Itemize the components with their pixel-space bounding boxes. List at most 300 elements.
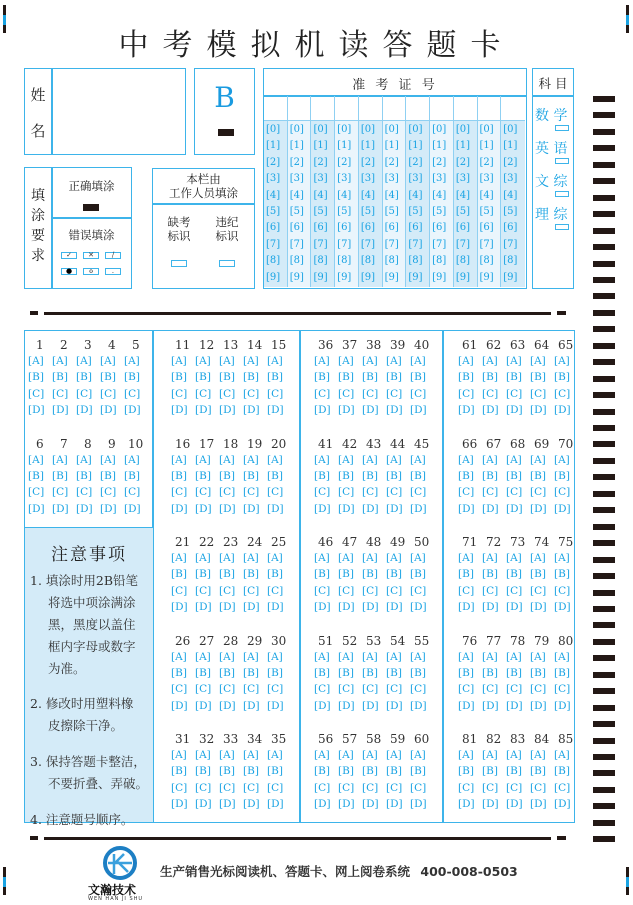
exam-id-bubble[interactable]: [0] <box>408 124 423 135</box>
answer-bubble[interactable]: [B] <box>100 371 116 384</box>
answer-bubble[interactable]: [D] <box>530 404 547 417</box>
exam-id-bubble[interactable]: [0] <box>455 124 470 135</box>
answer-bubble[interactable]: [B] <box>338 666 354 679</box>
exam-id-bubble[interactable]: [6] <box>455 222 470 234</box>
answer-bubble[interactable]: [C] <box>362 486 379 499</box>
answer-bubble[interactable]: [C] <box>410 387 427 400</box>
answer-bubble[interactable]: [B] <box>410 666 426 679</box>
answer-bubble[interactable]: [D] <box>386 601 403 614</box>
exam-id-bubble[interactable]: [9] <box>503 271 518 283</box>
answer-bubble[interactable]: [B] <box>171 765 187 778</box>
answer-bubble[interactable]: [D] <box>267 699 284 712</box>
answer-bubble[interactable]: [D] <box>243 404 260 417</box>
answer-bubble[interactable]: [B] <box>458 666 474 679</box>
answer-bubble[interactable]: [D] <box>267 502 284 515</box>
answer-bubble[interactable]: [B] <box>52 469 68 482</box>
exam-id-digit-input[interactable] <box>501 96 525 121</box>
answer-bubble[interactable]: [D] <box>410 601 427 614</box>
answer-bubble[interactable]: [B] <box>554 765 570 778</box>
answer-bubble[interactable]: [A] <box>410 749 426 761</box>
exam-id-bubble[interactable]: [1] <box>384 140 399 152</box>
answer-bubble[interactable]: [C] <box>362 781 379 794</box>
answer-bubble[interactable]: [A] <box>362 355 378 367</box>
exam-id-bubble[interactable]: [5] <box>360 206 376 217</box>
answer-bubble[interactable]: [A] <box>554 650 570 663</box>
answer-bubble[interactable]: [C] <box>386 683 403 696</box>
exam-id-bubble[interactable]: [6] <box>384 222 399 234</box>
exam-id-bubble[interactable]: [5] <box>384 206 399 217</box>
answer-bubble[interactable]: [A] <box>530 355 546 367</box>
exam-id-bubble[interactable]: [7] <box>337 238 352 250</box>
answer-bubble[interactable]: [B] <box>386 371 402 384</box>
exam-id-bubble[interactable]: [1] <box>503 140 518 152</box>
answer-bubble[interactable]: [C] <box>362 387 379 400</box>
exam-id-bubble[interactable]: [2] <box>360 156 376 168</box>
answer-bubble[interactable]: [C] <box>410 584 427 597</box>
exam-id-bubble[interactable]: [0] <box>313 124 328 135</box>
answer-bubble[interactable]: [A] <box>267 453 283 466</box>
exam-id-digit-input[interactable] <box>406 96 429 121</box>
answer-bubble[interactable]: [A] <box>482 650 498 663</box>
answer-bubble[interactable]: [A] <box>314 355 330 367</box>
answer-bubble[interactable]: [C] <box>171 387 188 400</box>
answer-bubble[interactable]: [D] <box>28 404 45 417</box>
answer-bubble[interactable]: [C] <box>243 387 260 400</box>
exam-id-bubble[interactable]: [6] <box>479 222 494 234</box>
exam-id-bubble[interactable]: [3] <box>432 173 447 185</box>
exam-id-bubble[interactable]: [9] <box>455 271 470 283</box>
answer-bubble[interactable]: [D] <box>410 699 427 712</box>
subject-bubble[interactable] <box>555 224 569 230</box>
answer-bubble[interactable]: [C] <box>171 584 188 597</box>
answer-bubble[interactable]: [A] <box>171 453 187 466</box>
answer-bubble[interactable]: [D] <box>362 601 379 614</box>
answer-bubble[interactable]: [A] <box>338 749 354 761</box>
answer-bubble[interactable]: [D] <box>171 798 188 811</box>
answer-bubble[interactable]: [D] <box>482 404 499 417</box>
answer-bubble[interactable]: [D] <box>506 404 523 417</box>
exam-id-bubble[interactable]: [5] <box>408 206 423 217</box>
exam-id-bubble[interactable]: [4] <box>384 189 399 201</box>
answer-bubble[interactable]: [B] <box>530 765 546 778</box>
exam-id-bubble[interactable]: [6] <box>289 222 304 234</box>
answer-bubble[interactable]: [B] <box>267 765 283 778</box>
answer-bubble[interactable]: [A] <box>219 355 235 367</box>
exam-id-bubble[interactable]: [3] <box>479 173 494 185</box>
answer-bubble[interactable]: [D] <box>243 699 260 712</box>
answer-bubble[interactable]: [A] <box>410 552 426 564</box>
answer-bubble[interactable]: [D] <box>410 502 427 515</box>
answer-bubble[interactable]: [C] <box>386 387 403 400</box>
answer-bubble[interactable]: [A] <box>554 453 570 466</box>
exam-id-bubble[interactable]: [6] <box>266 222 281 234</box>
answer-bubble[interactable]: [C] <box>314 781 331 794</box>
exam-id-bubble[interactable]: [8] <box>503 255 518 267</box>
answer-bubble[interactable]: [C] <box>52 486 69 499</box>
answer-bubble[interactable]: [D] <box>410 404 427 417</box>
answer-bubble[interactable]: [C] <box>219 781 236 794</box>
exam-id-digit-input[interactable] <box>311 96 334 121</box>
exam-id-bubble[interactable]: [8] <box>266 255 281 267</box>
exam-id-bubble[interactable]: [4] <box>289 189 304 201</box>
exam-id-bubble[interactable]: [5] <box>289 206 304 217</box>
answer-bubble[interactable]: [B] <box>362 666 378 679</box>
exam-id-bubble[interactable]: [4] <box>455 189 470 201</box>
answer-bubble[interactable]: [A] <box>76 355 92 367</box>
answer-bubble[interactable]: [A] <box>482 552 498 564</box>
answer-bubble[interactable]: [D] <box>506 798 523 811</box>
exam-id-bubble[interactable]: [7] <box>479 238 494 250</box>
answer-bubble[interactable]: [A] <box>386 650 402 663</box>
answer-bubble[interactable]: [C] <box>530 781 547 794</box>
answer-bubble[interactable]: [C] <box>76 486 93 499</box>
answer-bubble[interactable]: [A] <box>243 650 259 663</box>
answer-bubble[interactable]: [D] <box>52 502 69 515</box>
exam-id-bubble[interactable]: [9] <box>384 271 399 283</box>
answer-bubble[interactable]: [D] <box>338 699 355 712</box>
answer-bubble[interactable]: [A] <box>458 552 474 564</box>
exam-id-bubble[interactable]: [8] <box>479 255 494 267</box>
answer-bubble[interactable]: [B] <box>267 666 283 679</box>
paper-type-bubble[interactable] <box>218 129 234 136</box>
answer-bubble[interactable]: [D] <box>554 404 571 417</box>
exam-id-bubble[interactable]: [2] <box>503 156 518 168</box>
answer-bubble[interactable]: [A] <box>530 453 546 466</box>
answer-bubble[interactable]: [D] <box>506 601 523 614</box>
answer-bubble[interactable]: [C] <box>171 781 188 794</box>
answer-bubble[interactable]: [D] <box>171 699 188 712</box>
exam-id-bubble[interactable]: [7] <box>266 238 281 250</box>
answer-bubble[interactable]: [A] <box>482 453 498 466</box>
answer-bubble[interactable]: [C] <box>506 683 523 696</box>
answer-bubble[interactable]: [C] <box>386 781 403 794</box>
exam-id-bubble[interactable]: [2] <box>432 156 447 168</box>
answer-bubble[interactable]: [B] <box>195 568 211 581</box>
exam-id-bubble[interactable]: [0] <box>360 124 376 135</box>
answer-bubble[interactable]: [A] <box>267 749 283 761</box>
exam-id-bubble[interactable]: [0] <box>337 124 352 135</box>
answer-bubble[interactable]: [B] <box>506 765 522 778</box>
exam-id-bubble[interactable]: [4] <box>432 189 447 201</box>
answer-bubble[interactable]: [A] <box>482 749 498 761</box>
answer-bubble[interactable]: [D] <box>530 502 547 515</box>
answer-bubble[interactable]: [A] <box>314 453 330 466</box>
answer-bubble[interactable]: [B] <box>506 666 522 679</box>
answer-bubble[interactable]: [D] <box>362 404 379 417</box>
answer-bubble[interactable]: [A] <box>28 355 44 367</box>
answer-bubble[interactable]: [A] <box>386 552 402 564</box>
answer-bubble[interactable]: [C] <box>76 387 93 400</box>
answer-bubble[interactable]: [C] <box>243 683 260 696</box>
answer-bubble[interactable]: [D] <box>386 404 403 417</box>
answer-bubble[interactable]: [C] <box>338 486 355 499</box>
answer-bubble[interactable]: [B] <box>314 371 330 384</box>
answer-bubble[interactable]: [D] <box>338 404 355 417</box>
answer-bubble[interactable]: [A] <box>171 355 187 367</box>
answer-bubble[interactable]: [A] <box>362 453 378 466</box>
answer-bubble[interactable]: [C] <box>362 683 379 696</box>
answer-bubble[interactable]: [A] <box>362 552 378 564</box>
answer-bubble[interactable]: [A] <box>530 552 546 564</box>
answer-bubble[interactable]: [C] <box>243 486 260 499</box>
answer-bubble[interactable]: [B] <box>195 765 211 778</box>
answer-bubble[interactable]: [A] <box>195 355 211 367</box>
answer-bubble[interactable]: [C] <box>28 387 45 400</box>
answer-bubble[interactable]: [B] <box>219 568 235 581</box>
answer-bubble[interactable]: [A] <box>458 650 474 663</box>
exam-id-bubble[interactable]: [4] <box>313 189 328 201</box>
exam-id-bubble[interactable]: [9] <box>266 271 281 283</box>
answer-bubble[interactable]: [D] <box>458 404 475 417</box>
answer-bubble[interactable]: [D] <box>554 798 571 811</box>
answer-bubble[interactable]: [D] <box>195 798 212 811</box>
exam-id-bubble[interactable]: [8] <box>313 255 328 267</box>
answer-bubble[interactable]: [D] <box>506 699 523 712</box>
answer-bubble[interactable]: [D] <box>338 798 355 811</box>
answer-bubble[interactable]: [D] <box>530 601 547 614</box>
exam-id-bubble[interactable]: [9] <box>337 271 352 283</box>
exam-id-bubble[interactable]: [1] <box>408 140 423 152</box>
answer-bubble[interactable]: [A] <box>410 355 426 367</box>
answer-bubble[interactable]: [A] <box>338 453 354 466</box>
answer-bubble[interactable]: [D] <box>76 404 93 417</box>
exam-id-bubble[interactable]: [8] <box>360 255 376 267</box>
answer-bubble[interactable]: [C] <box>267 683 284 696</box>
answer-bubble[interactable]: [C] <box>338 387 355 400</box>
answer-bubble[interactable]: [B] <box>124 371 140 384</box>
answer-bubble[interactable]: [B] <box>52 371 68 384</box>
answer-bubble[interactable]: [D] <box>338 601 355 614</box>
answer-bubble[interactable]: [B] <box>482 469 498 482</box>
answer-bubble[interactable]: [B] <box>28 371 44 384</box>
answer-bubble[interactable]: [B] <box>171 568 187 581</box>
answer-bubble[interactable]: [A] <box>530 749 546 761</box>
answer-bubble[interactable]: [B] <box>386 469 402 482</box>
answer-bubble[interactable]: [B] <box>410 568 426 581</box>
answer-bubble[interactable]: [C] <box>219 584 236 597</box>
exam-id-digit-input[interactable] <box>383 96 406 121</box>
answer-bubble[interactable]: [D] <box>482 601 499 614</box>
answer-bubble[interactable]: [A] <box>243 453 259 466</box>
answer-bubble[interactable]: [A] <box>267 650 283 663</box>
exam-id-bubble[interactable]: [8] <box>455 255 470 267</box>
answer-bubble[interactable]: [A] <box>410 650 426 663</box>
answer-bubble[interactable]: [C] <box>28 486 45 499</box>
exam-id-bubble[interactable]: [7] <box>455 238 470 250</box>
subject-bubble[interactable] <box>555 191 569 197</box>
answer-bubble[interactable]: [C] <box>554 387 571 400</box>
answer-bubble[interactable]: [B] <box>410 371 426 384</box>
answer-bubble[interactable]: [C] <box>410 683 427 696</box>
answer-bubble[interactable]: [C] <box>100 387 117 400</box>
answer-bubble[interactable]: [B] <box>219 765 235 778</box>
exam-id-bubble[interactable]: [2] <box>266 156 281 168</box>
answer-bubble[interactable]: [A] <box>338 552 354 564</box>
answer-bubble[interactable]: [C] <box>195 683 212 696</box>
answer-bubble[interactable]: [A] <box>124 453 140 466</box>
answer-bubble[interactable]: [A] <box>100 453 116 466</box>
answer-bubble[interactable]: [D] <box>76 502 93 515</box>
answer-bubble[interactable]: [A] <box>386 749 402 761</box>
answer-bubble[interactable]: [C] <box>195 781 212 794</box>
answer-bubble[interactable]: [C] <box>338 781 355 794</box>
exam-id-bubble[interactable]: [5] <box>313 206 328 217</box>
answer-bubble[interactable]: [B] <box>530 568 546 581</box>
answer-bubble[interactable]: [C] <box>267 387 284 400</box>
exam-id-digit-input[interactable] <box>335 96 358 121</box>
answer-bubble[interactable]: [B] <box>362 371 378 384</box>
answer-bubble[interactable]: [D] <box>386 502 403 515</box>
answer-bubble[interactable]: [A] <box>76 453 92 466</box>
answer-bubble[interactable]: [D] <box>171 601 188 614</box>
answer-bubble[interactable]: [A] <box>267 552 283 564</box>
exam-id-bubble[interactable]: [5] <box>479 206 494 217</box>
exam-id-bubble[interactable]: [8] <box>384 255 399 267</box>
exam-id-bubble[interactable]: [7] <box>360 238 376 250</box>
exam-id-bubble[interactable]: [3] <box>289 173 304 185</box>
answer-bubble[interactable]: [B] <box>267 568 283 581</box>
answer-bubble[interactable]: [B] <box>554 371 570 384</box>
exam-id-bubble[interactable]: [7] <box>313 238 328 250</box>
answer-bubble[interactable]: [B] <box>362 469 378 482</box>
answer-bubble[interactable]: [D] <box>410 798 427 811</box>
exam-id-bubble[interactable]: [3] <box>455 173 470 185</box>
exam-id-bubble[interactable]: [3] <box>503 173 518 185</box>
exam-id-bubble[interactable]: [9] <box>408 271 423 283</box>
answer-bubble[interactable]: [A] <box>314 552 330 564</box>
exam-id-bubble[interactable]: [2] <box>313 156 328 168</box>
answer-bubble[interactable]: [A] <box>267 355 283 367</box>
answer-bubble[interactable]: [A] <box>124 355 140 367</box>
exam-id-bubble[interactable]: [3] <box>337 173 352 185</box>
exam-id-bubble[interactable]: [1] <box>313 140 328 152</box>
exam-id-bubble[interactable]: [9] <box>360 271 376 283</box>
answer-bubble[interactable]: [B] <box>482 765 498 778</box>
answer-bubble[interactable]: [A] <box>386 355 402 367</box>
answer-bubble[interactable]: [C] <box>314 387 331 400</box>
exam-id-bubble[interactable]: [1] <box>289 140 304 152</box>
answer-bubble[interactable]: [C] <box>267 486 284 499</box>
answer-bubble[interactable]: [C] <box>314 486 331 499</box>
exam-id-bubble[interactable]: [3] <box>266 173 281 185</box>
answer-bubble[interactable]: [C] <box>386 486 403 499</box>
answer-bubble[interactable]: [C] <box>410 486 427 499</box>
name-input[interactable] <box>53 69 185 154</box>
answer-bubble[interactable]: [D] <box>243 601 260 614</box>
answer-bubble[interactable]: [B] <box>338 469 354 482</box>
answer-bubble[interactable]: [D] <box>314 502 331 515</box>
answer-bubble[interactable]: [A] <box>100 355 116 367</box>
answer-bubble[interactable]: [A] <box>52 453 68 466</box>
answer-bubble[interactable]: [C] <box>458 683 475 696</box>
answer-bubble[interactable]: [C] <box>482 387 499 400</box>
answer-bubble[interactable]: [A] <box>458 355 474 367</box>
answer-bubble[interactable]: [C] <box>52 387 69 400</box>
answer-bubble[interactable]: [D] <box>554 502 571 515</box>
answer-bubble[interactable]: [B] <box>314 568 330 581</box>
answer-bubble[interactable]: [D] <box>482 798 499 811</box>
answer-bubble[interactable]: [A] <box>506 650 522 663</box>
answer-bubble[interactable]: [D] <box>554 699 571 712</box>
absent-bubble[interactable] <box>171 260 187 267</box>
answer-bubble[interactable]: [C] <box>482 683 499 696</box>
exam-id-bubble[interactable]: [5] <box>503 206 518 217</box>
answer-bubble[interactable]: [D] <box>100 502 117 515</box>
answer-bubble[interactable]: [B] <box>267 371 283 384</box>
answer-bubble[interactable]: [C] <box>482 486 499 499</box>
answer-bubble[interactable]: [A] <box>458 453 474 466</box>
answer-bubble[interactable]: [A] <box>195 552 211 564</box>
answer-bubble[interactable]: [C] <box>410 781 427 794</box>
answer-bubble[interactable]: [B] <box>338 765 354 778</box>
exam-id-bubble[interactable]: [4] <box>266 189 281 201</box>
exam-id-bubble[interactable]: [8] <box>432 255 447 267</box>
answer-bubble[interactable]: [A] <box>362 749 378 761</box>
answer-bubble[interactable]: [C] <box>195 486 212 499</box>
answer-bubble[interactable]: [C] <box>506 781 523 794</box>
answer-bubble[interactable]: [B] <box>314 765 330 778</box>
answer-bubble[interactable]: [D] <box>195 601 212 614</box>
exam-id-bubble[interactable]: [3] <box>313 173 328 185</box>
answer-bubble[interactable]: [D] <box>458 601 475 614</box>
answer-bubble[interactable]: [C] <box>506 584 523 597</box>
answer-bubble[interactable]: [D] <box>530 798 547 811</box>
answer-bubble[interactable]: [C] <box>243 781 260 794</box>
answer-bubble[interactable]: [C] <box>362 584 379 597</box>
exam-id-bubble[interactable]: [9] <box>432 271 447 283</box>
answer-bubble[interactable]: [C] <box>314 683 331 696</box>
answer-bubble[interactable]: [D] <box>554 601 571 614</box>
exam-id-bubble[interactable]: [5] <box>455 206 470 217</box>
answer-bubble[interactable]: [B] <box>506 568 522 581</box>
answer-bubble[interactable]: [A] <box>171 749 187 761</box>
answer-bubble[interactable]: [A] <box>195 453 211 466</box>
answer-bubble[interactable]: [D] <box>386 798 403 811</box>
answer-bubble[interactable]: [D] <box>314 601 331 614</box>
exam-id-bubble[interactable]: [8] <box>408 255 423 267</box>
answer-bubble[interactable]: [A] <box>243 355 259 367</box>
exam-id-bubble[interactable]: [0] <box>432 124 447 135</box>
answer-bubble[interactable]: [B] <box>506 371 522 384</box>
answer-bubble[interactable]: [C] <box>506 486 523 499</box>
exam-id-bubble[interactable]: [1] <box>479 140 494 152</box>
answer-bubble[interactable]: [D] <box>124 404 141 417</box>
answer-bubble[interactable]: [A] <box>338 650 354 663</box>
answer-bubble[interactable]: [D] <box>338 502 355 515</box>
answer-bubble[interactable]: [D] <box>195 404 212 417</box>
answer-bubble[interactable]: [D] <box>100 404 117 417</box>
exam-id-digit-input[interactable] <box>478 96 501 121</box>
answer-bubble[interactable]: [B] <box>171 371 187 384</box>
answer-bubble[interactable]: [D] <box>458 699 475 712</box>
exam-id-bubble[interactable]: [2] <box>289 156 304 168</box>
answer-bubble[interactable]: [B] <box>410 765 426 778</box>
answer-bubble[interactable]: [D] <box>386 699 403 712</box>
answer-bubble[interactable]: [B] <box>314 469 330 482</box>
exam-id-bubble[interactable]: [9] <box>479 271 494 283</box>
exam-id-bubble[interactable]: [2] <box>384 156 399 168</box>
answer-bubble[interactable]: [D] <box>458 502 475 515</box>
answer-bubble[interactable]: [B] <box>554 568 570 581</box>
exam-id-bubble[interactable]: [3] <box>384 173 399 185</box>
answer-bubble[interactable]: [D] <box>219 798 236 811</box>
answer-bubble[interactable]: [B] <box>100 469 116 482</box>
answer-bubble[interactable]: [B] <box>219 666 235 679</box>
answer-bubble[interactable]: [B] <box>76 469 92 482</box>
exam-id-bubble[interactable]: [7] <box>503 238 518 250</box>
answer-bubble[interactable]: [D] <box>362 502 379 515</box>
exam-id-bubble[interactable]: [0] <box>289 124 304 135</box>
